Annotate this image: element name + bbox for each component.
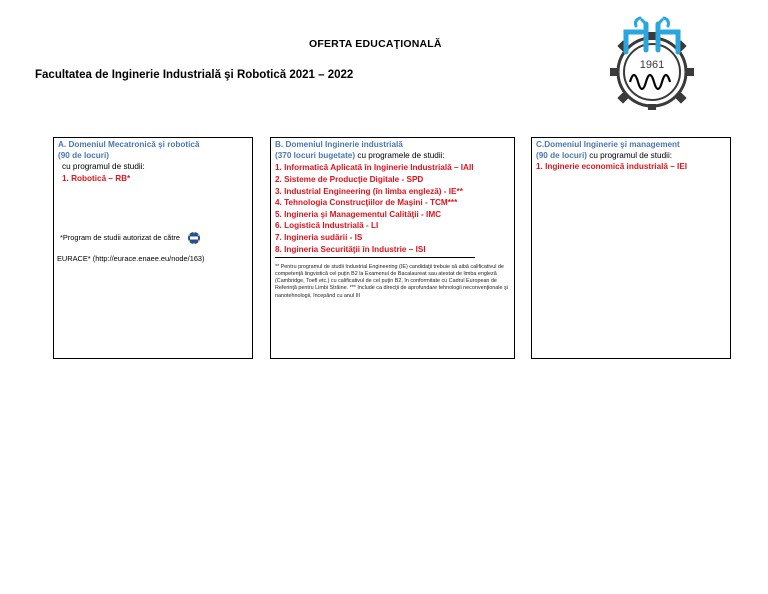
box-intro: cu programul de studii: xyxy=(586,151,673,161)
authorization-note xyxy=(60,231,202,245)
eurace-badge-icon xyxy=(186,231,202,245)
eurace-reference: EURACE* (http://eurace.enaee.eu/node/163) xyxy=(57,254,205,263)
box-places: (370 locuri bugetate) xyxy=(275,151,356,161)
authorization-note-text: *Program de studii autorizat de către xyxy=(60,232,180,242)
domain-box-mecatronica xyxy=(53,137,253,359)
faculty-logo-icon xyxy=(596,10,708,110)
program-item: 2. Sisteme de Producţie Digitale - SPD xyxy=(275,175,424,184)
program-list xyxy=(275,162,510,255)
program-item: 1. Informatică Aplicată în Inginerie Industrială – IAII xyxy=(275,163,474,173)
page-title: OFERTA EDUCAŢIONALĂ xyxy=(309,38,442,50)
box-heading: B. Domeniul Inginerie industrială xyxy=(275,140,403,149)
domain-box-inginerie-management xyxy=(531,137,731,359)
box-places: (90 de locuri) xyxy=(536,151,587,161)
program-item: 3. Industrial Engineering (în limba engleză) - IE** xyxy=(275,186,463,196)
box-intro: cu programele de studii: xyxy=(355,151,445,161)
box-heading: C.Domeniul Inginerie şi management xyxy=(536,140,680,149)
program-item: 5. Ingineria şi Managementul Calităţii - IMC xyxy=(275,209,442,219)
footnote-text: ** Pentru programul de studii Industrial Engineering (IE) candidaţii trebuie să aibă calificativul de competenţă lingvistică cel puţin B2 la Examenul de Bacalaureat sau atestat de limba engleză (Cambridge, Toefl etc.) cu calificativul de cel puţin B2, în conformitate cu Cadrul European de Referinţă pentru Limbi Străine. *** Include ca direcţii de aprofundare tehnologii neconvenţionale şi nanotehnologii, începând cu anul III xyxy=(275,264,508,299)
domain-box-inginerie-industriala xyxy=(270,137,515,359)
program-item: 6. Logistică Industrială - LI xyxy=(275,221,379,231)
program-item: 1. Inginerie economică industrială – IEI xyxy=(536,162,688,172)
program-item: 7. Ingineria sudării - IS xyxy=(275,232,363,242)
box-places: (90 de locuri) xyxy=(58,151,109,161)
footnote-divider xyxy=(275,257,475,258)
box-heading: A. Domeniul Mecatronică şi robotică xyxy=(58,140,200,149)
box-intro: cu programul de studii: xyxy=(62,162,145,172)
program-item: 8. Ingineria Securităţii în Industrie – ISI xyxy=(275,244,426,254)
program-item: 4. Tehnologia Construcţiilor de Maşini - TCM*** xyxy=(275,198,458,208)
logo-year: 1961 xyxy=(639,59,665,71)
faculty-subtitle: Facultatea de Inginerie Industrială şi Robotică 2021 – 2022 xyxy=(35,69,354,81)
program-item: 1. Robotică – RB* xyxy=(62,173,131,183)
